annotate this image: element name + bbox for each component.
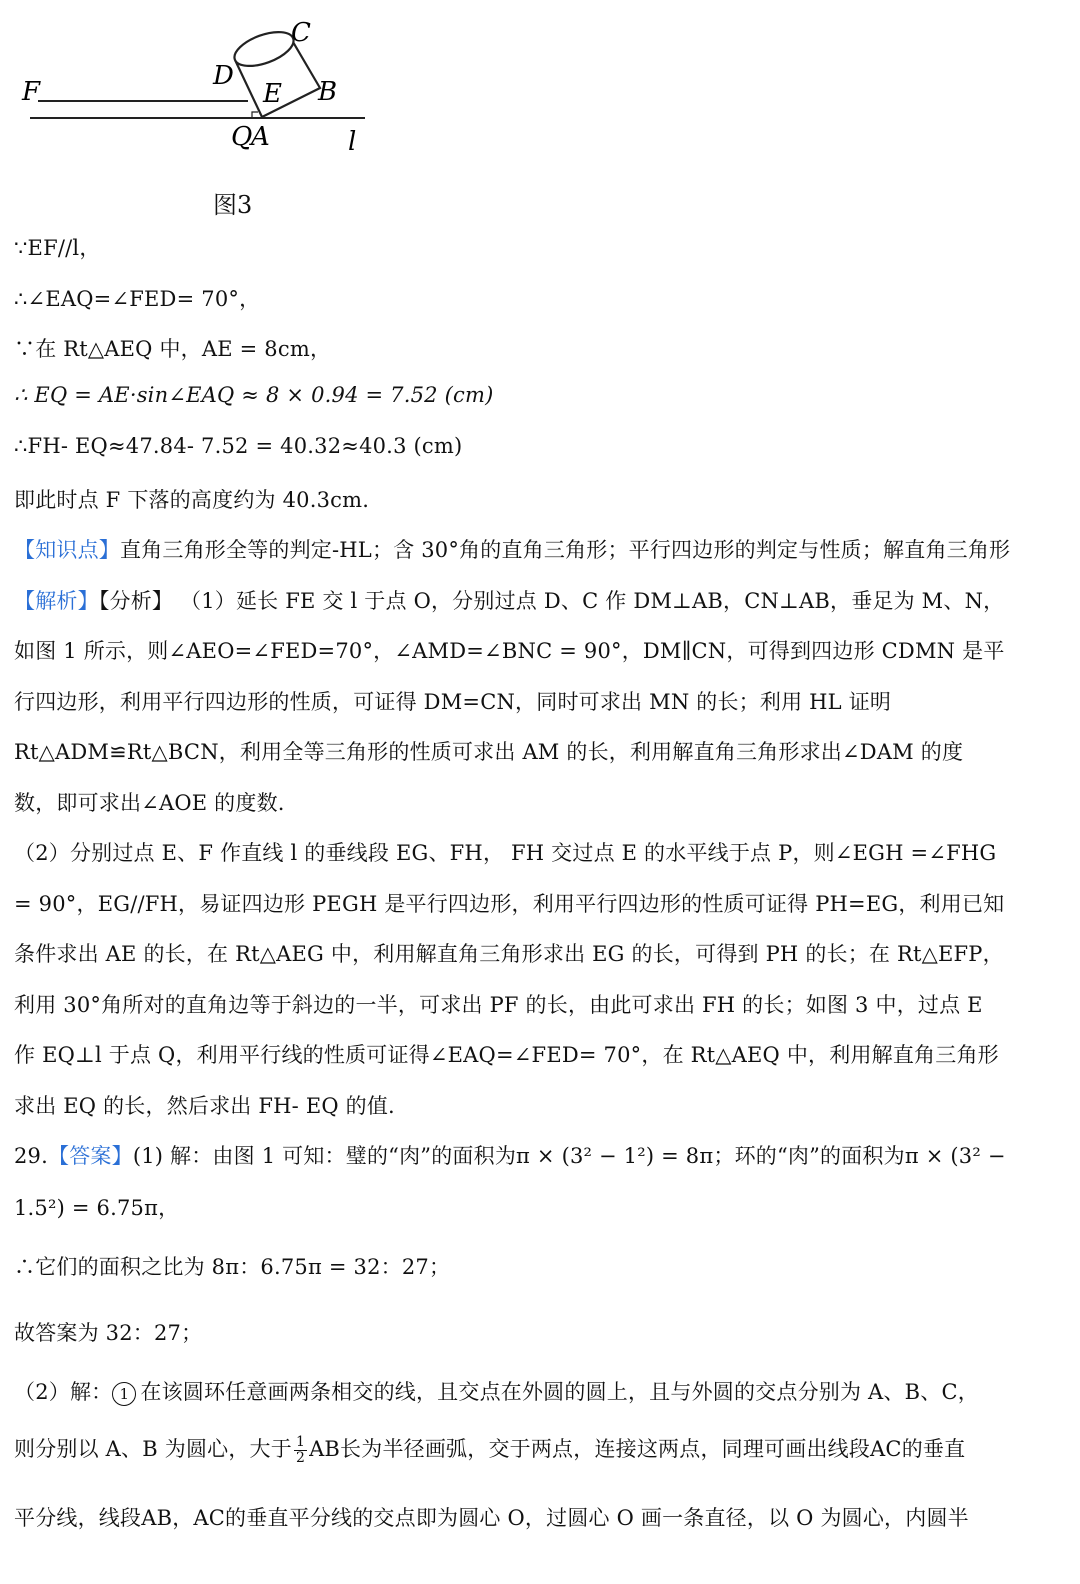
- analysis-line: Rt△ADM≌Rt△BCN，利用全等三角形的性质可求出 AM 的长，利用解直角三角形求出∠DAM 的度: [14, 740, 964, 764]
- fraction-numerator: 1: [295, 1434, 306, 1450]
- analysis-line: 行四边形，利用平行四边形的性质，可证得 DM=CN，同时可求出 MN 的长；利用 HL 证明: [14, 690, 892, 714]
- solution-line: ∴ EQ = AE·sin∠EAQ ≈ 8 × 0.94 = 7.52 (cm): [14, 383, 494, 407]
- label-C: C: [291, 18, 311, 48]
- q29-text: (1) 解：由图 1 可知：璧的“肉”的面积为π × (3² − 1²) = 8π；环的“肉”的面积为π × (3² −: [132, 1144, 1006, 1168]
- label-l: l: [348, 127, 357, 157]
- solution-line: ∴FH- EQ≈47.84- 7.52 = 40.32≈40.3 (cm): [14, 434, 463, 458]
- part2-label: （2）解：: [14, 1380, 113, 1404]
- knowledge-tag: 【知识点】: [14, 538, 120, 562]
- analysis-line: 求出 EQ 的长，然后求出 FH- EQ 的值.: [14, 1094, 395, 1118]
- analysis-tag: 【解析】: [14, 589, 99, 613]
- q29-line: 平分线，线段AB，AC的垂直平分线的交点即为圆心 O，过圆心 O 画一条直径，以 O 为圆心，内圆半: [14, 1506, 969, 1530]
- q29-line: [14, 1376, 979, 1406]
- analysis-line: = 90°，EG//FH，易证四边形 PEGH 是平行四边形，利用平行四边形的性质可证得 PH=EG，利用已知: [14, 892, 1005, 916]
- figure-caption: 图3: [213, 191, 253, 219]
- part2-text: AB长为半径画弧，交于两点，连接这两点，同理可画出线段AC的垂直: [309, 1437, 966, 1461]
- part2-text: 在该圆环任意画两条相交的线，且交点在外圆的圆上，且与外圆的交点分别为 A、B、C，: [140, 1380, 979, 1404]
- label-Q: Q: [231, 122, 253, 152]
- label-F: F: [22, 77, 41, 107]
- analysis-line: 作 EQ⊥l 于点 Q，利用平行线的性质可证得∠EAQ=∠FED= 70°，在 Rt△AEQ 中，利用解直角三角形: [14, 1043, 999, 1067]
- solution-line: ∵在 Rt△AEQ 中，AE = 8cm，: [14, 337, 332, 361]
- knowledge-text: 直角三角形全等的判定-HL；含 30°角的直角三角形；平行四边形的判定与性质；解直角三角形: [120, 538, 1011, 562]
- analysis-line: 条件求出 AE 的长，在 Rt△AEG 中，利用解直角三角形求出 EG 的长，可得到 PH 的长；在 Rt△EFP，: [14, 942, 1004, 966]
- q29-line: ∴它们的面积之比为 8π：6.75π = 32：27；: [14, 1255, 451, 1279]
- label-D: D: [213, 61, 234, 91]
- solution-line: 即此时点 F 下落的高度约为 40.3cm.: [14, 488, 370, 512]
- q29-line: [14, 1433, 965, 1466]
- analysis-subtag: 【分析】: [98, 589, 174, 613]
- q29-line: [14, 1140, 1006, 1170]
- analysis-line: 数，即可求出∠AOE 的度数.: [14, 791, 285, 815]
- knowledge-point: [14, 534, 1010, 564]
- figure-3: [0, 0, 400, 225]
- q29-line: 故答案为 32：27；: [14, 1321, 203, 1345]
- label-A: A: [251, 122, 270, 152]
- solution-line: ∵EF//l，: [14, 236, 101, 260]
- fraction: [294, 1435, 307, 1466]
- geometry-diagram: [0, 0, 400, 225]
- solution-line: ∴∠EAQ=∠FED= 70°，: [14, 287, 261, 311]
- label-B: B: [318, 77, 338, 107]
- question-number: 29.: [14, 1144, 48, 1168]
- circled-number: 1: [112, 1382, 136, 1406]
- label-E: E: [263, 79, 282, 109]
- analysis-line: 如图 1 所示，则∠AEO=∠FED=70°，∠AMD=∠BNC = 90°，DM∥CN，可得到四边形 CDMN 是平: [14, 639, 1005, 663]
- analysis-line: 利用 30°角所对的直角边等于斜边的一半，可求出 PF 的长，由此可求出 FH 的长；如图 3 中，过点 E: [14, 993, 983, 1017]
- fraction-denominator: 2: [295, 1450, 306, 1466]
- analysis-text: （1）延长 FE 交 l 于点 O，分别过点 D、C 作 DM⊥AB，CN⊥AB，垂足为 M、N，: [180, 589, 1005, 613]
- part2-text: 则分别以 A、B 为圆心，大于: [14, 1437, 292, 1461]
- answer-tag: 【答案】: [48, 1144, 133, 1168]
- q29-line: 1.5²) = 6.75π，: [14, 1196, 180, 1220]
- analysis-line: [14, 585, 1004, 615]
- analysis-line: （2）分别过点 E、F 作直线 l 的垂线段 EG、FH， FH 交过点 E 的水平线于点 P，则∠EGH =∠FHG: [14, 841, 997, 865]
